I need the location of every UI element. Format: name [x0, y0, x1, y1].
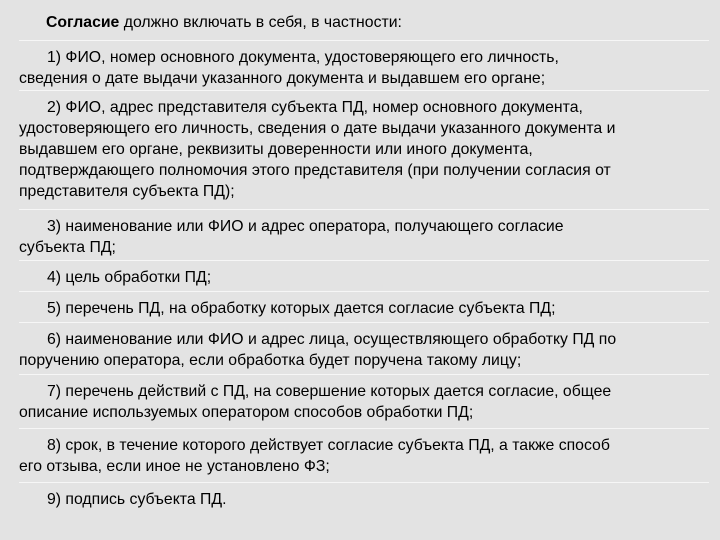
item-line: сведения о дате выдачи указанного документа и выдавшем его органе; — [19, 70, 546, 87]
item-line: выдавшем его органе, реквизиты доверенности или иного документа, — [19, 141, 533, 158]
item-line: поручению оператора, если обработка будет поручена такому лицу; — [19, 352, 522, 369]
item-line: удостоверяющего его личность, сведения о дате выдачи указанного документа и — [19, 120, 616, 137]
item-line: 3) наименование или ФИО и адрес оператора, получающего согласие — [47, 218, 564, 235]
item-line: субъекта ПД; — [19, 239, 116, 256]
item-line: 8) срок, в течение которого действует согласие субъекта ПД, а также способ — [47, 437, 610, 454]
heading-bold-term: Согласие — [46, 14, 120, 31]
slide-heading — [46, 12, 402, 34]
list-item-2 — [19, 90, 709, 202]
item-line: 9) подпись субъекта ПД. — [47, 491, 227, 508]
item-line: 1) ФИО, номер основного документа, удостоверяющего его личность, — [47, 49, 559, 66]
list-item-4 — [19, 260, 709, 288]
list-item-9 — [19, 482, 709, 510]
item-line: 4) цель обработки ПД; — [47, 269, 212, 286]
heading-text: должно включать в себя, в частности: — [119, 14, 402, 31]
list-item-1 — [19, 40, 709, 89]
item-line: 5) перечень ПД, на обработку которых дается согласие субъекта ПД; — [47, 300, 556, 317]
list-item-7 — [19, 374, 709, 423]
list-item-6 — [19, 322, 709, 371]
item-line: подтверждающего полномочия этого представителя (при получении согласия от — [19, 162, 611, 179]
item-line: его отзыва, если иное не установлено ФЗ; — [19, 458, 330, 475]
item-line: 7) перечень действий с ПД, на совершение которых дается согласие, общее — [47, 383, 612, 400]
item-line: 2) ФИО, адрес представителя субъекта ПД, номер основного документа, — [47, 99, 583, 116]
list-item-5 — [19, 291, 709, 319]
item-line: представителя субъекта ПД); — [19, 183, 235, 200]
list-item-8 — [19, 428, 709, 477]
list-item-3 — [19, 209, 709, 258]
item-line: описание используемых оператором способов обработки ПД; — [19, 404, 474, 421]
item-line: 6) наименование или ФИО и адрес лица, осуществляющего обработку ПД по — [47, 331, 617, 348]
